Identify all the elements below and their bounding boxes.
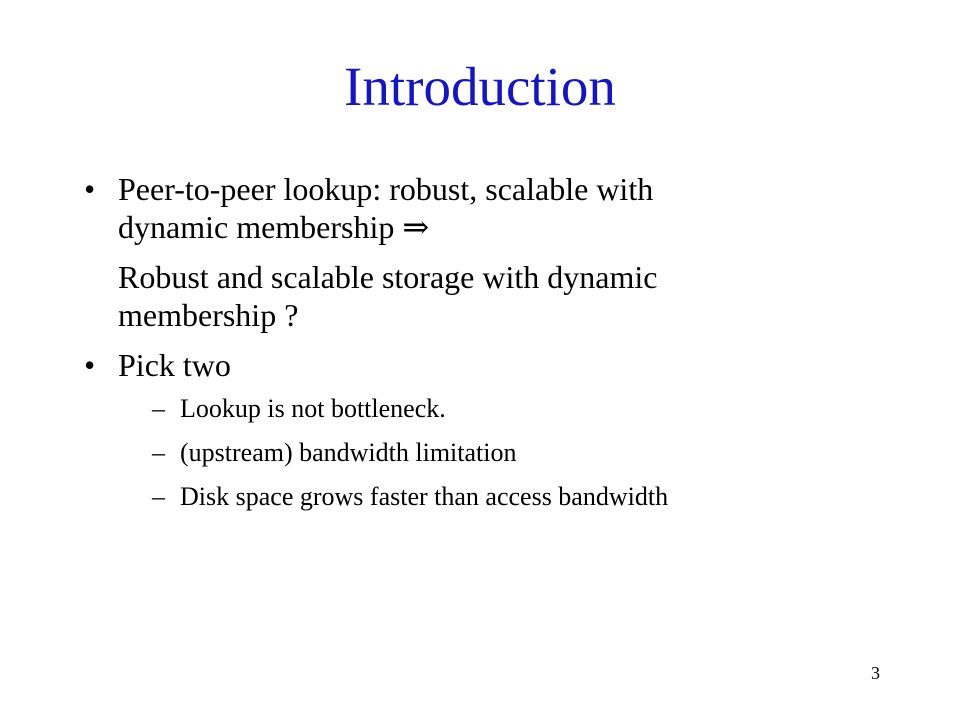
sub-bullet-text: (upstream) bandwidth limitation <box>180 438 517 467</box>
bullet-text-line: dynamic membership ⇒ <box>118 209 430 245</box>
page-number: 3 <box>871 663 880 683</box>
sub-bullet-text: Lookup is not bottleneck. <box>180 394 446 423</box>
bullet-text <box>118 170 758 246</box>
bullet-continuation-storage <box>118 258 758 334</box>
bullet-text-line: membership ? <box>118 297 299 333</box>
bullet-text-line: Robust and scalable storage with dynamic <box>118 259 658 295</box>
slide-title: Introduction <box>344 56 616 117</box>
bullet-text: Pick two <box>118 347 231 383</box>
sub-bullet-text: Disk space grows faster than access bandwidth <box>180 482 669 511</box>
sub-bullet-marker: – <box>152 482 165 511</box>
bullet-marker: • <box>84 347 96 383</box>
sub-bullet-marker: – <box>152 438 165 467</box>
sub-bullet-marker: – <box>152 394 165 423</box>
bullet-marker: • <box>84 171 96 207</box>
bullet-text-line: Peer-to-peer lookup: robust, scalable with <box>118 171 654 207</box>
